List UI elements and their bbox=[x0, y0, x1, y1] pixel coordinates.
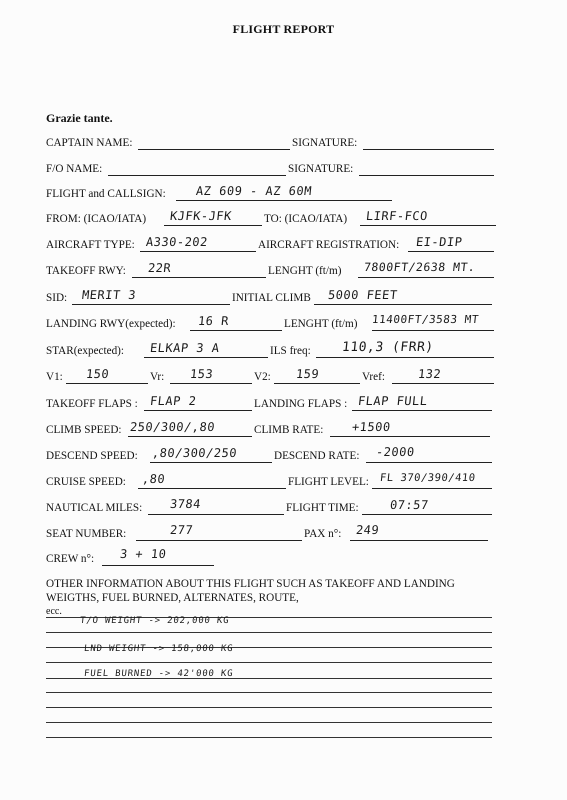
notes-line-9[interactable] bbox=[46, 737, 492, 738]
cruise-speed-value: ,80 bbox=[141, 472, 166, 486]
vref-value: 132 bbox=[417, 367, 442, 381]
flight-level-field[interactable] bbox=[372, 488, 492, 489]
from-field[interactable] bbox=[164, 225, 262, 226]
note-takeoff-weight: T/O WEIGHT -> 202,000 KG bbox=[79, 616, 230, 626]
page-title: FLIGHT REPORT bbox=[232, 22, 335, 36]
to-label: TO: (ICAO/IATA) bbox=[264, 213, 348, 225]
other-information-prompt bbox=[46, 577, 455, 619]
nautical-miles-field[interactable] bbox=[148, 514, 284, 515]
v2-label: V2: bbox=[254, 371, 271, 383]
other-info-line-3: ecc. bbox=[46, 606, 62, 617]
ils-freq-value: 110,3 (FRR) bbox=[341, 340, 435, 355]
notes-line-8[interactable] bbox=[46, 722, 492, 723]
captain-name-field[interactable] bbox=[138, 149, 290, 150]
climb-speed-label: CLIMB SPEED: bbox=[46, 424, 122, 436]
climb-speed-field[interactable] bbox=[128, 436, 252, 437]
vr-label: Vr: bbox=[150, 371, 165, 383]
takeoff-flaps-value: FLAP 2 bbox=[149, 394, 198, 408]
notes-line-7[interactable] bbox=[46, 707, 492, 708]
landing-length-field[interactable] bbox=[372, 330, 494, 331]
landing-flaps-field[interactable] bbox=[352, 410, 492, 411]
aircraft-type-field[interactable] bbox=[140, 251, 256, 252]
notes-line-2[interactable] bbox=[46, 632, 492, 633]
seat-number-value: 277 bbox=[169, 523, 194, 537]
from-value: KJFK-JFK bbox=[169, 209, 233, 223]
other-info-line-1: OTHER INFORMATION ABOUT THIS FLIGHT SUCH AS TAKEOFF AND LANDING bbox=[46, 578, 455, 590]
fo-signature-field[interactable] bbox=[359, 175, 494, 176]
pax-field[interactable] bbox=[350, 540, 488, 541]
flight-level-value: FL 370/390/410 bbox=[379, 472, 477, 484]
seat-number-field[interactable] bbox=[136, 540, 302, 541]
aircraft-type-value: A330-202 bbox=[145, 235, 209, 249]
crew-label: CREW n°: bbox=[46, 553, 95, 565]
v1-value: 150 bbox=[85, 367, 110, 381]
descend-rate-label: DESCEND RATE: bbox=[274, 450, 360, 462]
v1-label: V1: bbox=[46, 371, 63, 383]
v1-field[interactable] bbox=[66, 383, 148, 384]
aircraft-registration-value: EI-DIP bbox=[415, 235, 464, 249]
notes-line-6[interactable] bbox=[46, 692, 492, 693]
star-field[interactable] bbox=[144, 357, 268, 358]
takeoff-rwy-field[interactable] bbox=[132, 277, 266, 278]
cruise-speed-field[interactable] bbox=[138, 488, 286, 489]
aircraft-type-label: AIRCRAFT TYPE: bbox=[46, 239, 135, 251]
climb-rate-value: +1500 bbox=[351, 420, 392, 434]
aircraft-registration-field[interactable] bbox=[408, 251, 494, 252]
landing-flaps-value: FLAP FULL bbox=[357, 394, 429, 408]
initial-climb-value: 5000 FEET bbox=[327, 288, 399, 302]
descend-rate-value: -2000 bbox=[375, 445, 416, 459]
flight-time-label: FLIGHT TIME: bbox=[286, 502, 359, 514]
notes-line-4[interactable] bbox=[46, 662, 492, 663]
cruise-speed-label: CRUISE SPEED: bbox=[46, 476, 126, 488]
nautical-miles-value: 3784 bbox=[169, 497, 202, 511]
other-info-line-2: WEIGTHS, FUEL BURNED, ALTERNATES, ROUTE, bbox=[46, 592, 299, 604]
flight-callsign-field[interactable] bbox=[176, 200, 392, 201]
greeting-text: Grazie tante. bbox=[46, 111, 113, 125]
seat-number-label: SEAT NUMBER: bbox=[46, 528, 127, 540]
from-label: FROM: (ICAO/IATA) bbox=[46, 213, 147, 225]
landing-rwy-label: LANDING RWY(expected): bbox=[46, 318, 176, 330]
descend-speed-field[interactable] bbox=[150, 462, 272, 463]
pax-value: 249 bbox=[355, 523, 380, 537]
fo-name-label: F/O NAME: bbox=[46, 163, 103, 175]
sid-value: MERIT 3 bbox=[81, 288, 137, 302]
landing-flaps-label: LANDING FLAPS : bbox=[254, 398, 348, 410]
takeoff-rwy-value: 22R bbox=[147, 261, 172, 275]
flight-time-field[interactable] bbox=[362, 514, 492, 515]
vref-field[interactable] bbox=[392, 383, 494, 384]
climb-rate-field[interactable] bbox=[330, 436, 490, 437]
aircraft-registration-label: AIRCRAFT REGISTRATION: bbox=[258, 239, 400, 251]
climb-speed-value: 250/300/,80 bbox=[129, 420, 216, 434]
note-fuel-burned: FUEL BURNED -> 42'000 KG bbox=[83, 669, 234, 679]
initial-climb-field[interactable] bbox=[314, 304, 492, 305]
ils-freq-label: ILS freq: bbox=[270, 345, 311, 357]
ils-freq-field[interactable] bbox=[316, 357, 494, 358]
takeoff-length-field[interactable] bbox=[358, 277, 494, 278]
landing-length-label: LENGHT (ft/m) bbox=[284, 318, 358, 330]
sid-label: SID: bbox=[46, 292, 68, 304]
note-landing-weight: LND WEIGHT -> 158,000 KG bbox=[83, 644, 234, 654]
to-field[interactable] bbox=[360, 225, 496, 226]
descend-speed-value: ,80/300/250 bbox=[151, 446, 238, 460]
flight-callsign-value: AZ 609 - AZ 60M bbox=[195, 184, 313, 198]
climb-rate-label: CLIMB RATE: bbox=[254, 424, 324, 436]
flight-callsign-label: FLIGHT and CALLSIGN: bbox=[46, 188, 166, 200]
landing-length-value: 11400FT/3583 MT bbox=[371, 313, 480, 326]
sid-field[interactable] bbox=[72, 304, 230, 305]
takeoff-flaps-label: TAKEOFF FLAPS : bbox=[46, 398, 138, 410]
takeoff-length-label: LENGHT (ft/m) bbox=[268, 265, 342, 277]
takeoff-rwy-label: TAKEOFF RWY: bbox=[46, 265, 126, 277]
crew-field[interactable] bbox=[102, 565, 214, 566]
to-value: LIRF-FCO bbox=[365, 209, 429, 223]
descend-rate-field[interactable] bbox=[366, 462, 492, 463]
crew-value: 3 + 10 bbox=[119, 547, 168, 561]
flight-level-label: FLIGHT LEVEL: bbox=[288, 476, 369, 488]
initial-climb-label: INITIAL CLIMB bbox=[232, 292, 311, 304]
vr-field[interactable] bbox=[170, 383, 252, 384]
descend-speed-label: DESCEND SPEED: bbox=[46, 450, 138, 462]
landing-rwy-field[interactable] bbox=[190, 330, 282, 331]
pax-label: PAX n°: bbox=[304, 528, 342, 540]
takeoff-flaps-field[interactable] bbox=[144, 410, 252, 411]
captain-signature-field[interactable] bbox=[363, 149, 494, 150]
vr-value: 153 bbox=[189, 367, 214, 381]
takeoff-length-value: 7800FT/2638 MT. bbox=[363, 260, 477, 274]
star-value: ELKAP 3 A bbox=[149, 341, 221, 355]
captain-signature-label: SIGNATURE: bbox=[292, 137, 358, 149]
v2-value: 159 bbox=[295, 367, 320, 381]
vref-label: Vref: bbox=[362, 371, 385, 383]
fo-name-field[interactable] bbox=[108, 175, 286, 176]
star-label: STAR(expected): bbox=[46, 345, 125, 357]
landing-rwy-value: 16 R bbox=[197, 314, 230, 328]
nautical-miles-label: NAUTICAL MILES: bbox=[46, 502, 143, 514]
flight-time-value: 07:57 bbox=[389, 498, 430, 512]
fo-signature-label: SIGNATURE: bbox=[288, 163, 354, 175]
captain-name-label: CAPTAIN NAME: bbox=[46, 137, 133, 149]
v2-field[interactable] bbox=[274, 383, 360, 384]
